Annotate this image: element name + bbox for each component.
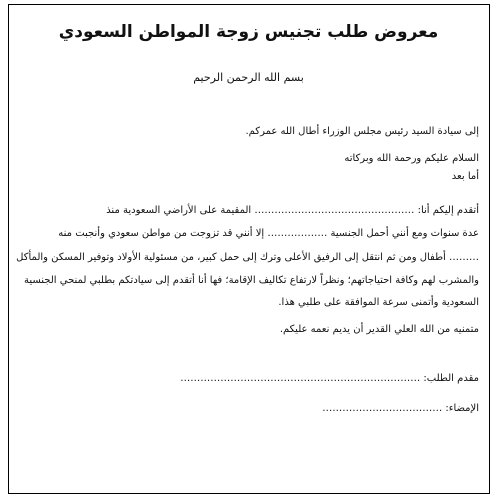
- addressee-line: إلى سيادة السيد رئيس مجلس الوزراء أطال الله عمركم.: [245, 126, 479, 137]
- greeting-line: السلام عليكم ورحمة الله وبركاته: [344, 153, 479, 164]
- closing-line: متمنيه من الله العلي القدير أن يديم نعمه عليكم.: [279, 324, 479, 335]
- opening-line: أما بعد: [451, 171, 479, 182]
- document-title: معروض طلب تجنيس زوجة المواطن السعودي: [58, 22, 439, 42]
- applicant-line: مقدم الطلب: ………………………………………………………………: [180, 373, 479, 384]
- body-line-3: ……… أطفال ومن ثم انتقل إلى الرفيق الأعلى وترك إلى حمل كبير، من مسئولية الأولاد وتوفير المسكن والمأكل: [16, 252, 479, 263]
- basmala: بسم الله الرحمن الرحيم: [193, 71, 304, 84]
- body-line-4: والمشرب لهم وكافة احتياجاتهم؛ ونظراً لارتفاع تكاليف الإقامة؛ فها أنا أتقدم إلى سيادتكم بطلبي لمنحي الجنسية: [23, 275, 479, 286]
- body-line-5: السعودية وأتمنى سرعة الموافقة على طلبي هذا.: [278, 297, 479, 308]
- body-line-1: أتقدم إليكم أنا: ………………………………………… المقيمة على الأراضي السعودية منذ: [106, 205, 479, 216]
- signature-line: الإمضاء: ………………………………: [322, 403, 479, 414]
- body-line-2: عدة سنوات ومع أنني أحمل الجنسية ……………… إلا أنني قد تزوجت من مواطن سعودي وأنجبت منه: [58, 228, 479, 239]
